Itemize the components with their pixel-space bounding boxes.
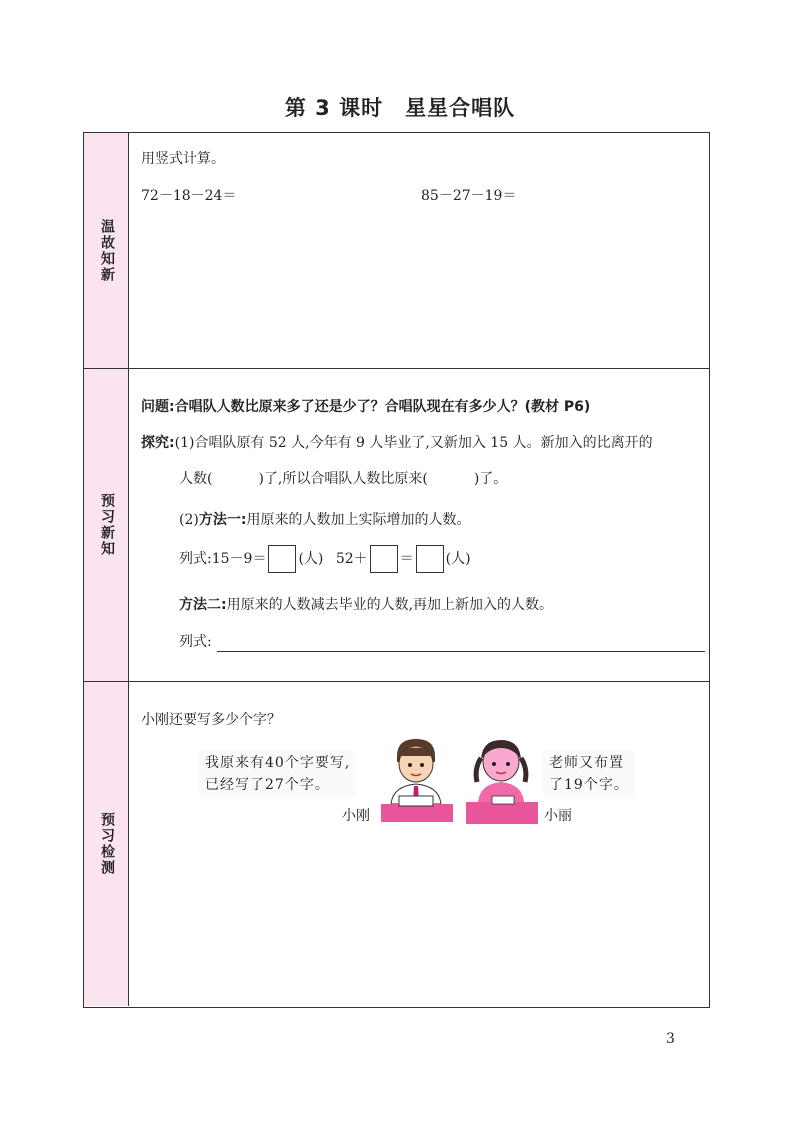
explore-text-1: (1)合唱队原有 52 人,今年有 9 人毕业了,又新加入 15 人。新加入的比离开的 (174, 435, 653, 451)
review-problem-1: 72－18－24＝ (141, 188, 237, 204)
method-1-label: 方法一: (198, 512, 247, 528)
review-problem-2: 85－27－19＝ (421, 188, 517, 204)
bubble-left-line-1: 我原来有40个字要写, (205, 755, 351, 771)
check-question: 小刚还要写多少个字？ (141, 712, 281, 728)
explore-text-2a: 人数( (179, 471, 213, 487)
worksheet-table (83, 132, 710, 1008)
method-1-text: 用原来的人数加上实际增加的人数。 (246, 512, 471, 528)
bubble-right-line-2: 了19个字。 (549, 777, 629, 793)
name-xiaogang: 小刚 (342, 808, 370, 824)
check-label: 预习检测 (99, 812, 115, 876)
preview-label-cell (84, 369, 129, 681)
answer-box-1[interactable] (268, 545, 296, 573)
method-1-line (179, 509, 470, 529)
review-instruction: 用竖式计算。 (141, 151, 225, 167)
speech-bubble-xiaoli (543, 750, 635, 798)
bubble-right-line-1: 老师又布置 (549, 755, 624, 771)
method-2-label: 方法二: (179, 597, 227, 613)
formula-1-unit: (人) (298, 551, 324, 567)
explore-line-1 (141, 432, 653, 452)
preview-section (84, 368, 709, 681)
boy-illustration (379, 734, 454, 829)
check-label-cell (84, 682, 129, 1006)
explore-prefix: 探究: (141, 435, 175, 451)
preview-label: 预习新知 (99, 493, 115, 557)
page-title: 第 3 课时 星星合唱队 (284, 96, 516, 120)
method-2-text: 用原来的人数减去毕业的人数,再加上新加入的人数。 (226, 597, 554, 613)
explore-text-2c: )了。 (473, 471, 508, 487)
method-2-line (179, 594, 553, 614)
bubble-left-line-2: 已经写了27个字。 (205, 777, 330, 793)
formula-2-unit: (人) (445, 551, 471, 567)
review-label: 温故知新 (99, 218, 115, 283)
girl-illustration (464, 734, 539, 829)
formula-2-equals: ＝ (399, 551, 414, 567)
page-number: 3 (666, 1031, 675, 1047)
explore-text-2b: )了,所以合唱队人数比原来( (258, 471, 428, 487)
formula-1-prefix: 列式:15－9＝ (179, 551, 267, 567)
speech-bubble-xiaogang (199, 750, 356, 798)
formula-2-label: 列式: (179, 634, 212, 650)
explore-line-2 (179, 468, 507, 488)
formula-2-answer-line[interactable] (217, 651, 705, 652)
method-1-number: (2) (179, 512, 199, 528)
check-section (84, 681, 709, 1006)
preview-question: 问题:合唱队人数比原来多了还是少了？合唱队现在有多少人？(教材 P6) (141, 399, 591, 415)
answer-box-3[interactable] (416, 545, 444, 573)
review-section (84, 133, 709, 368)
name-xiaoli: 小丽 (544, 808, 572, 824)
formula-2-prefix: 52＋ (335, 551, 368, 567)
answer-box-2[interactable] (370, 545, 398, 573)
formula-1-line (179, 545, 471, 573)
review-label-cell (84, 133, 129, 368)
